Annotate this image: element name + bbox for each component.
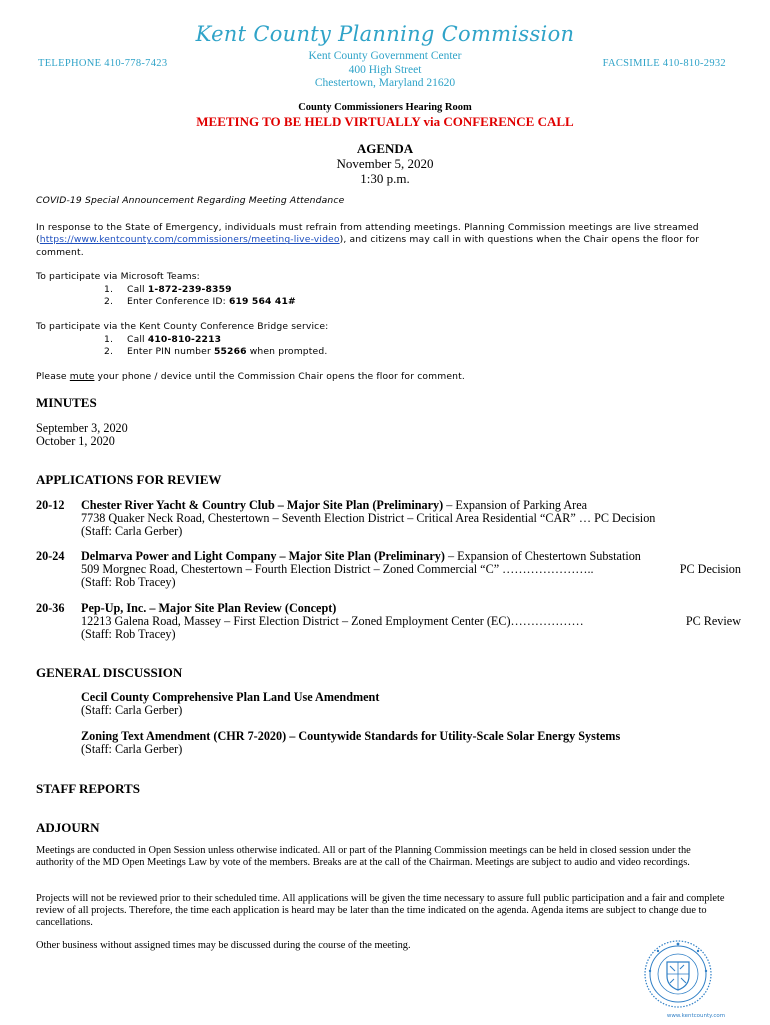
- bridge-phone: 410-810-2213: [147, 334, 222, 345]
- teams-intro: To participate via Microsoft Teams:: [36, 271, 200, 282]
- application-location: 509 Morgnec Road, Chestertown – Fourth Election District – Zoned Commercial “C” …………………..: [81, 562, 594, 576]
- bridge-intro: To participate via the Kent County Conference Bridge service:: [36, 321, 329, 332]
- address-line: 400 High Street: [348, 63, 422, 76]
- list-number: 2.: [104, 296, 114, 308]
- application-staff: (Staff: Carla Gerber): [81, 524, 183, 538]
- teams-conference-id: 619 564 41#: [228, 296, 296, 308]
- county-seal-icon: [636, 938, 726, 1020]
- list-text: Call: [127, 334, 148, 345]
- minutes-list: [36, 422, 128, 448]
- meeting-date: November 5, 2020: [336, 156, 434, 171]
- list-number: 1.: [104, 284, 114, 295]
- application-title: Delmarva Power and Light Company – Major Site Plan (Preliminary): [81, 549, 445, 563]
- minutes-heading: MINUTES: [36, 395, 97, 410]
- list-text: Enter PIN number: [127, 346, 214, 358]
- list-item: [104, 346, 327, 358]
- facsimile-number: FACSIMILE 410-810-2932: [602, 58, 726, 69]
- application-location: 7738 Quaker Neck Road, Chestertown – Seventh Election District – Critical Area Residential “CAR” … PC Decision: [81, 511, 656, 525]
- mute-text: Please: [36, 371, 70, 382]
- address-line: Kent County Government Center: [308, 50, 462, 62]
- list-text: Call: [127, 284, 148, 295]
- seal-caption: www.kentcounty.com: [666, 1013, 726, 1019]
- application-desc: – Expansion of Chestertown Substation: [444, 549, 641, 563]
- mute-text: your phone / device until the Commission Chair opens the floor for comment.: [94, 371, 465, 382]
- bridge-list: [104, 334, 327, 359]
- mute-notice: [36, 371, 465, 383]
- discussion-item: [81, 691, 379, 717]
- list-item: [104, 284, 296, 296]
- footer-paragraph: Projects will not be reviewed prior to their scheduled time. All applications will be given the time necessary to assure full public participation and a fair and complete review of all projects. Therefore, the time each application is heard may be later than the time indicated on the agenda. Agenda items are subject to change due to cancellations.: [36, 893, 725, 928]
- seal-graphic: [636, 938, 726, 1020]
- virtual-notice: MEETING TO BE HELD VIRTUALLY via CONFERENCE CALL: [196, 114, 574, 129]
- bridge-pin: 55266: [213, 346, 247, 358]
- application-staff: (Staff: Rob Tracey): [81, 575, 176, 589]
- list-item: [104, 296, 296, 308]
- teams-list: [104, 284, 296, 309]
- application-number: 20-12: [36, 498, 65, 512]
- discussion-staff: (Staff: Carla Gerber): [81, 703, 183, 717]
- minutes-date: October 1, 2020: [36, 434, 115, 448]
- discussion-item: [81, 730, 620, 756]
- telephone-number: TELEPHONE 410-778-7423: [38, 58, 168, 69]
- teams-phone: 1-872-239-8359: [147, 284, 232, 295]
- mute-word: mute: [69, 371, 95, 382]
- discussion-title: Cecil County Comprehensive Plan Land Use Amendment: [81, 690, 380, 704]
- address-line: Chestertown, Maryland 21620: [314, 77, 456, 89]
- meeting-time: 1:30 p.m.: [360, 171, 410, 186]
- staff-reports-heading: STAFF REPORTS: [36, 781, 140, 796]
- application-staff: (Staff: Rob Tracey): [81, 627, 176, 641]
- application-title: Pep-Up, Inc. – Major Site Plan Review (Concept): [81, 601, 337, 615]
- list-item: [104, 334, 327, 346]
- applications-heading: APPLICATIONS FOR REVIEW: [36, 472, 222, 487]
- agenda-heading: AGENDA: [356, 141, 414, 156]
- application-desc: – Expansion of Parking Area: [443, 498, 588, 512]
- list-number: 1.: [104, 334, 114, 345]
- hearing-room: County Commissioners Hearing Room: [298, 102, 472, 113]
- covid-text: ), and citizens may call in with questions when the Chair opens the floor for comment.: [36, 234, 700, 258]
- footer-paragraph: Other business without assigned times may be discussed during the course of the meeting.: [36, 940, 411, 951]
- discussion-title: Zoning Text Amendment (CHR 7-2020) – Countywide Standards for Utility-Scale Solar Energy Systems: [81, 729, 621, 743]
- list-number: 2.: [104, 346, 114, 358]
- general-heading: GENERAL DISCUSSION: [36, 665, 183, 680]
- list-text: Enter Conference ID:: [127, 296, 229, 308]
- covid-text: In response to the State of Emergency, individuals must refrain from attending meetings. Planning Commission meetings are live streamed (: [36, 222, 699, 246]
- address-block: [0, 50, 770, 91]
- covid-paragraph: [36, 222, 736, 259]
- list-text: when prompted.: [246, 346, 328, 358]
- page-title: Kent County Planning Commission: [195, 22, 575, 46]
- discussion-staff: (Staff: Carla Gerber): [81, 742, 183, 756]
- application-title: Chester River Yacht & Country Club – Major Site Plan (Preliminary): [81, 498, 444, 512]
- minutes-date: September 3, 2020: [36, 421, 128, 435]
- application-location: 12213 Galena Road, Massey – First Election District – Zoned Employment Center (EC)………………: [81, 614, 584, 628]
- application-action: PC Review: [685, 614, 741, 628]
- footer-paragraph: Meetings are conducted in Open Session unless otherwise indicated. All or part of the Planning Commission meetings can be held in closed session under the authority of the MD Open Meetings Law by vote of the members. Breaks are at the call of the Chairman. Meetings are subject to audio and video recordings.: [36, 845, 691, 868]
- covid-heading: COVID-19 Special Announcement Regarding Meeting Attendance: [36, 195, 345, 206]
- adjourn-heading: ADJOURN: [36, 820, 100, 835]
- live-video-link[interactable]: https://www.kentcounty.com/commissioners/meeting-live-video: [39, 234, 340, 246]
- application-number: 20-24: [36, 549, 65, 563]
- application-number: 20-36: [36, 601, 65, 615]
- application-action: PC Decision: [679, 562, 741, 576]
